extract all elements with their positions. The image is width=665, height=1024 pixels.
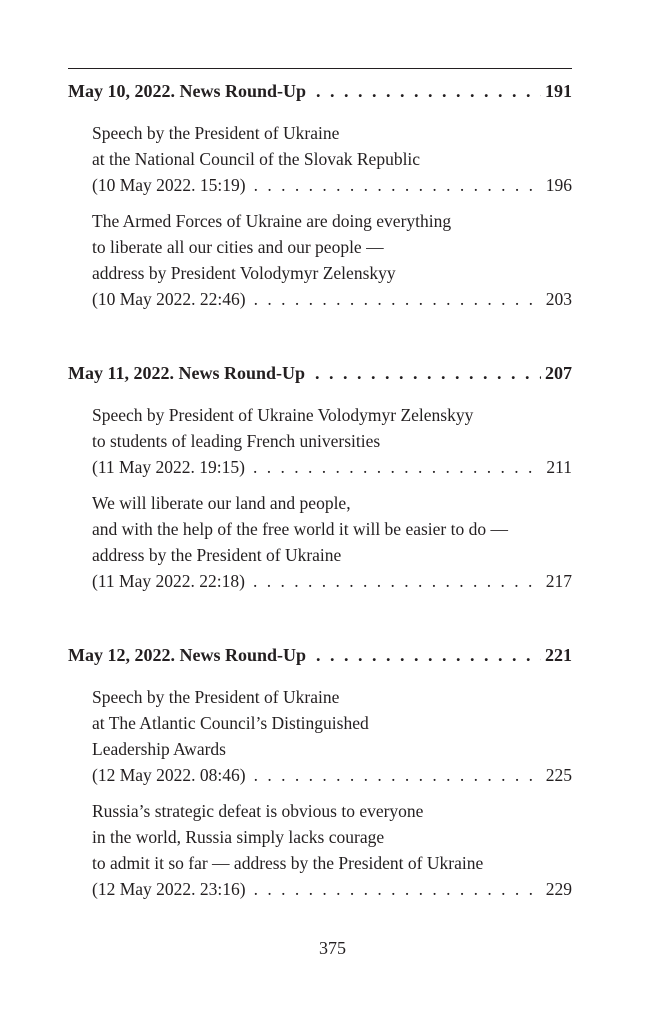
dot-leader bbox=[253, 454, 542, 480]
section-title: May 12, 2022. News Round-Up bbox=[68, 645, 307, 665]
entry-page-number: 203 bbox=[545, 289, 572, 309]
section-page-number: 207 bbox=[545, 363, 572, 383]
toc-entry[interactable] bbox=[92, 798, 572, 902]
entry-page-number: 217 bbox=[545, 571, 572, 591]
entry-title-line: to liberate all our cities and our people — bbox=[92, 237, 384, 257]
dot-leader bbox=[316, 642, 541, 668]
entry-title-line: address by President Volodymyr Zelenskyy bbox=[92, 263, 396, 283]
entry-timestamp: (12 May 2022. 08:46) bbox=[92, 765, 246, 785]
entry-title-line: at the National Council of the Slovak Republic bbox=[92, 149, 421, 169]
section-title: May 11, 2022. News Round-Up bbox=[68, 363, 306, 383]
entry-title-line: Russia’s strategic defeat is obvious to everyone bbox=[92, 801, 424, 821]
entry-timestamp: (10 May 2022. 15:19) bbox=[92, 175, 246, 195]
dot-leader bbox=[315, 360, 541, 386]
dot-leader bbox=[254, 286, 542, 312]
section-page-number: 221 bbox=[545, 645, 572, 665]
entry-title-line: to admit it so far — address by the President of Ukraine bbox=[92, 853, 484, 873]
entry-timestamp: (11 May 2022. 22:18) bbox=[92, 571, 245, 591]
toc-entry[interactable] bbox=[92, 490, 572, 594]
entry-title-line: The Armed Forces of Ukraine are doing everything bbox=[92, 211, 452, 231]
entry-title-line: Speech by the President of Ukraine bbox=[92, 123, 340, 143]
dot-leader bbox=[253, 568, 542, 594]
page-number: 375 bbox=[319, 938, 346, 958]
entry-title-line: at The Atlantic Council’s Distinguished bbox=[92, 713, 369, 733]
dot-leader bbox=[254, 876, 542, 902]
entry-timestamp: (10 May 2022. 22:46) bbox=[92, 289, 246, 309]
toc-section-heading[interactable] bbox=[68, 642, 572, 668]
dot-leader bbox=[254, 762, 542, 788]
entry-timestamp: (12 May 2022. 23:16) bbox=[92, 879, 246, 899]
toc-entry[interactable] bbox=[92, 208, 572, 312]
entry-title-line: Speech by the President of Ukraine bbox=[92, 687, 340, 707]
entry-title-line: Leadership Awards bbox=[92, 739, 226, 759]
toc-section bbox=[68, 642, 572, 902]
toc-section bbox=[68, 78, 572, 312]
entry-page-number: 211 bbox=[546, 457, 572, 477]
entry-page-number: 229 bbox=[545, 879, 572, 899]
entry-page-number: 225 bbox=[545, 765, 572, 785]
entry-title-line: Speech by President of Ukraine Volodymyr Zelenskyy bbox=[92, 405, 474, 425]
entry-title-line: to students of leading French universities bbox=[92, 431, 381, 451]
toc-section-heading[interactable] bbox=[68, 78, 572, 104]
section-page-number: 191 bbox=[545, 81, 572, 101]
toc-entry[interactable] bbox=[92, 684, 572, 788]
entry-title-line: in the world, Russia simply lacks courage bbox=[92, 827, 385, 847]
entry-page-number: 196 bbox=[545, 175, 572, 195]
entry-title-line: address by the President of Ukraine bbox=[92, 545, 342, 565]
toc-section bbox=[68, 360, 572, 594]
entry-title-line: and with the help of the free world it will be easier to do — bbox=[92, 519, 508, 539]
section-title: May 10, 2022. News Round-Up bbox=[68, 81, 307, 101]
dot-leader bbox=[254, 172, 542, 198]
top-rule bbox=[68, 68, 572, 69]
toc-entry[interactable] bbox=[92, 120, 572, 198]
dot-leader bbox=[316, 78, 541, 104]
toc-section-heading[interactable] bbox=[68, 360, 572, 386]
toc-entry[interactable] bbox=[92, 402, 572, 480]
entry-title-line: We will liberate our land and people, bbox=[92, 493, 351, 513]
entry-timestamp: (11 May 2022. 19:15) bbox=[92, 457, 245, 477]
